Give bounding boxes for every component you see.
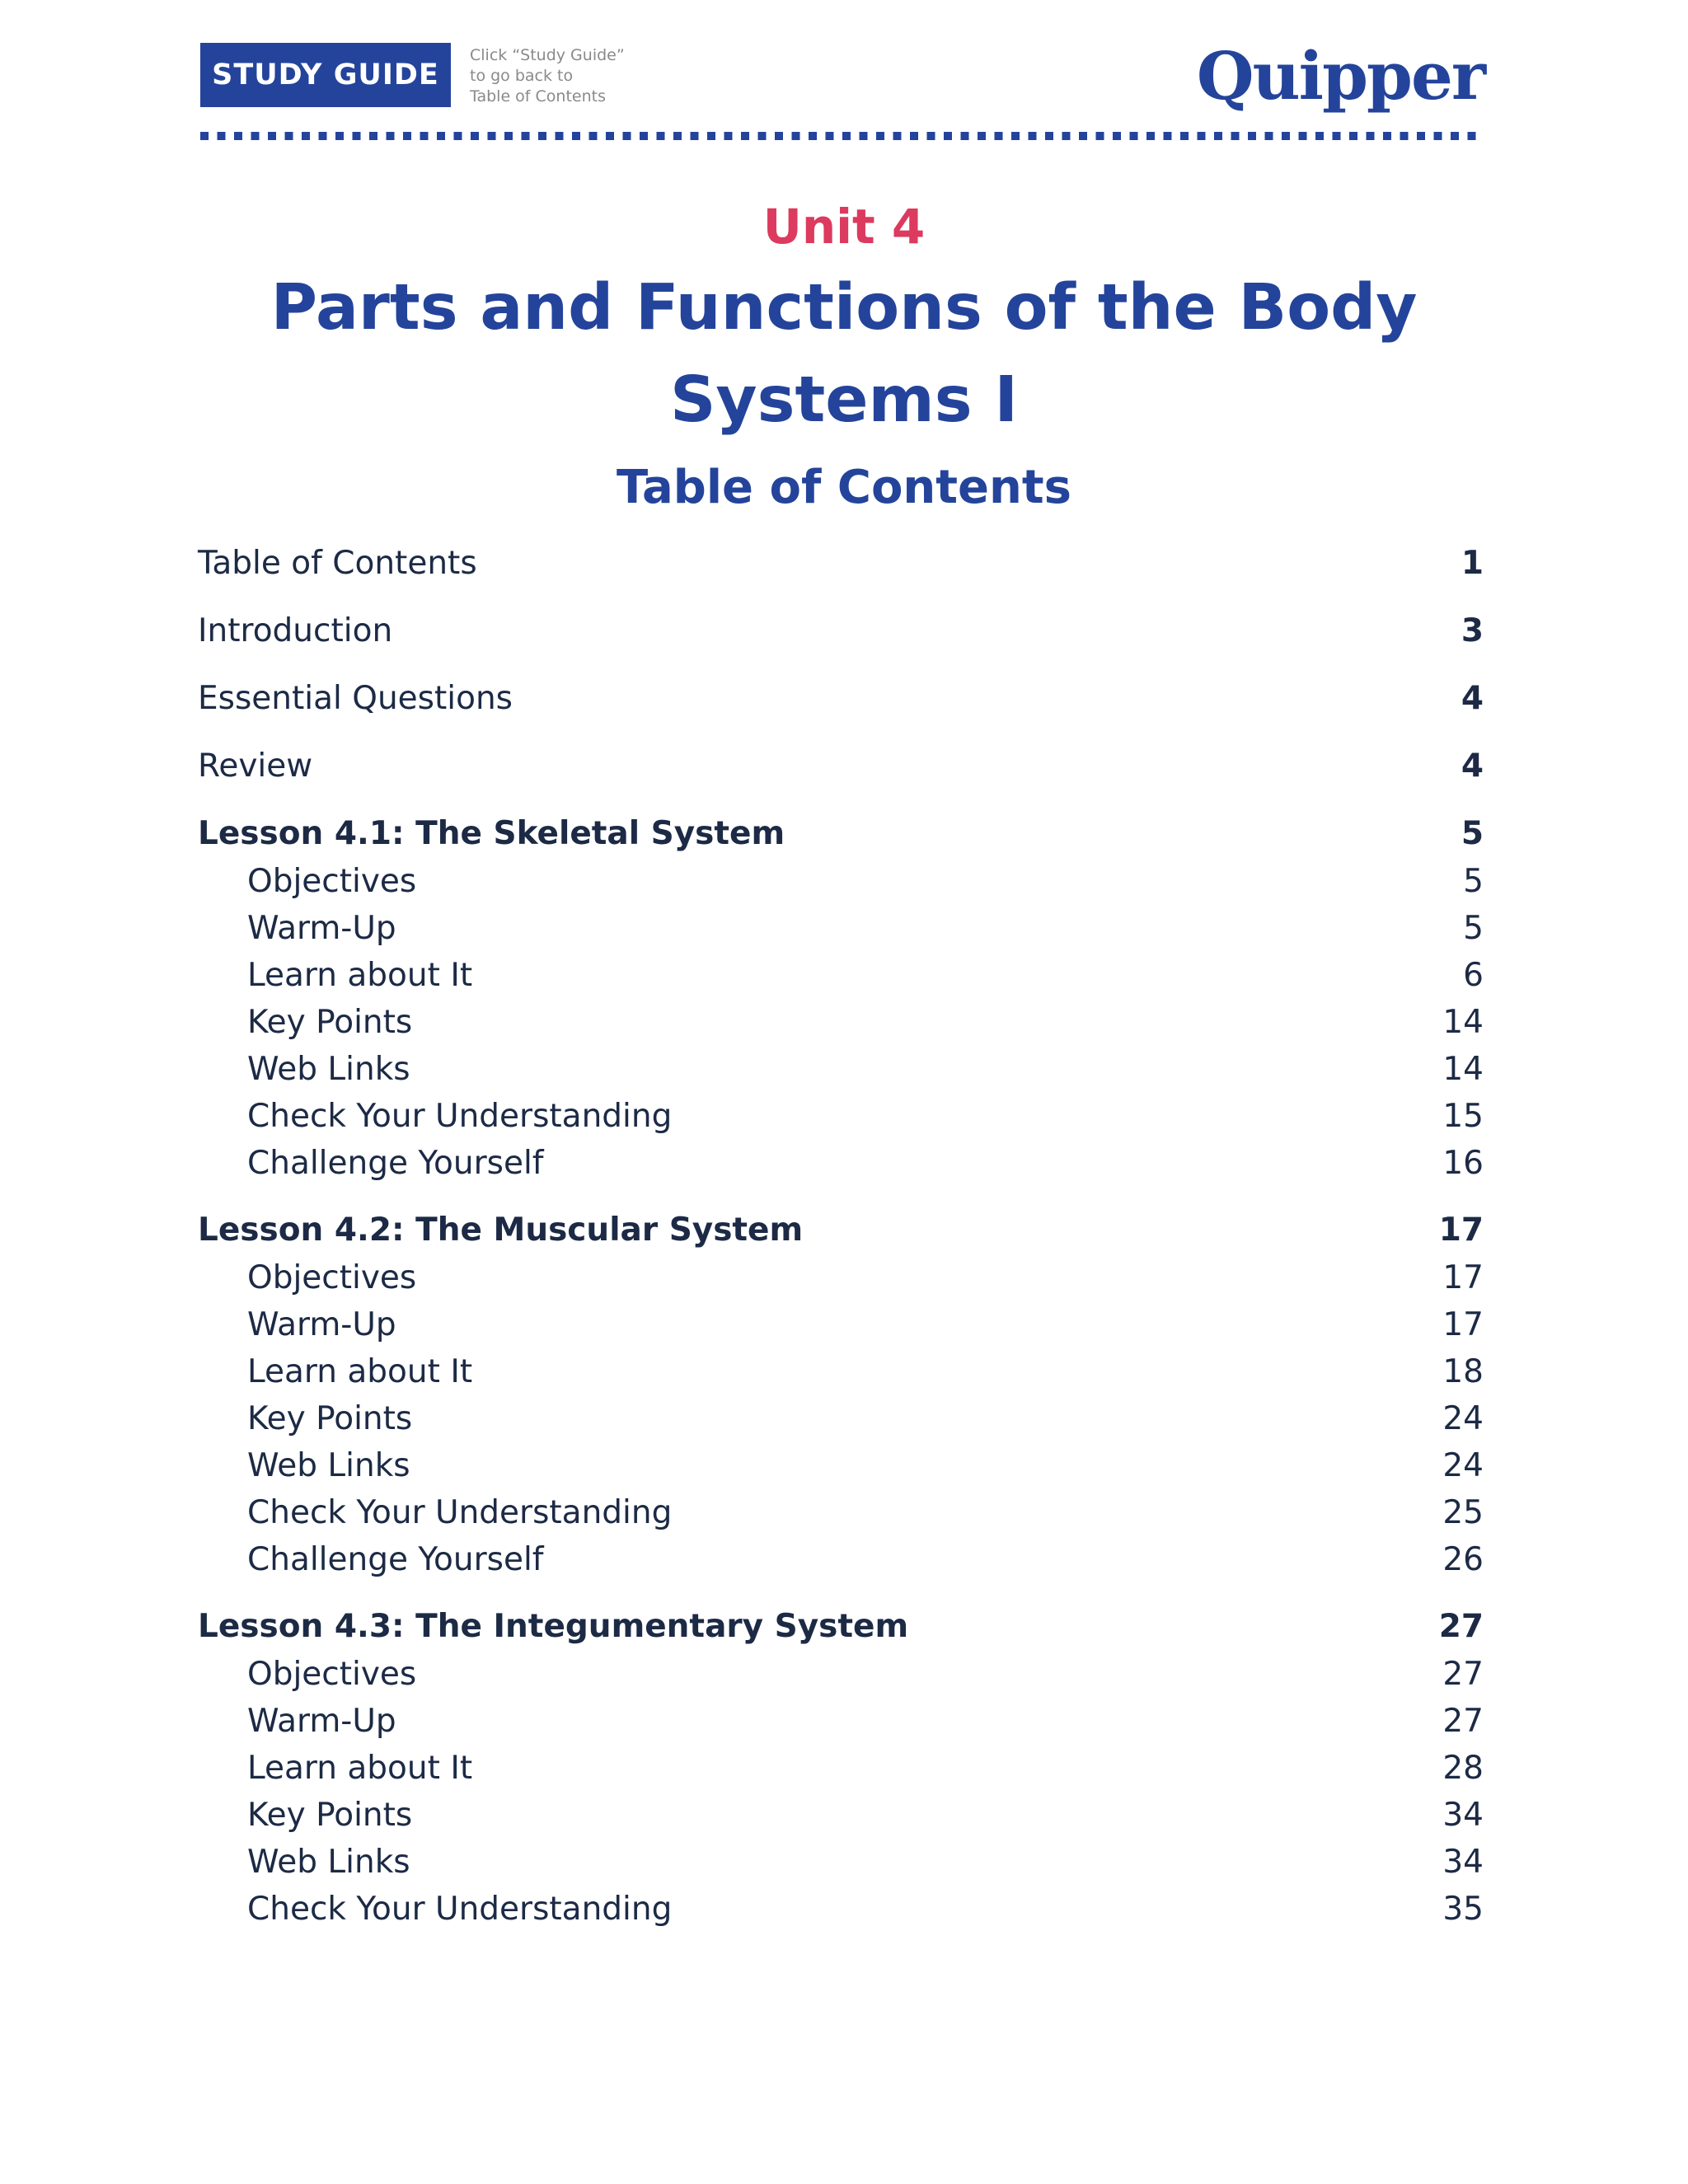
- hint-line: to go back to: [470, 67, 574, 85]
- toc-subentry-page: 18: [1442, 1352, 1484, 1390]
- toc-subentry-label: Objectives: [247, 1655, 417, 1693]
- toc-lesson-page: 27: [1438, 1607, 1484, 1645]
- toc-entry-review[interactable]: [198, 742, 1484, 790]
- toc-subentry[interactable]: [198, 998, 1484, 1046]
- toc-subentry[interactable]: [198, 1838, 1484, 1886]
- study-guide-hint: [470, 45, 684, 107]
- toc-subentry-page: 17: [1442, 1305, 1484, 1343]
- toc-entry-page: 3: [1461, 612, 1484, 649]
- toc-subentry[interactable]: [198, 1488, 1484, 1536]
- toc-entry-label: Table of Contents: [198, 544, 477, 582]
- toc-subentry-label: Learn about It: [247, 956, 473, 994]
- page-title: Parts and Functions of the Body Systems I: [270, 271, 1418, 437]
- toc-subentry-label: Web Links: [247, 1843, 410, 1881]
- toc-subentry[interactable]: [198, 1254, 1484, 1301]
- toc-subentry-label: Web Links: [247, 1050, 410, 1088]
- toc-lesson-page: 17: [1438, 1211, 1484, 1249]
- toc-subentry-label: Warm-Up: [247, 1702, 396, 1740]
- toc-subentry-label: Key Points: [247, 1003, 413, 1041]
- toc-entry-label: Essential Questions: [198, 679, 513, 717]
- toc-entry-introduction[interactable]: [198, 607, 1484, 654]
- toc-subentry-label: Warm-Up: [247, 909, 396, 947]
- toc-subentry-page: 26: [1442, 1540, 1484, 1578]
- study-guide-button[interactable]: STUDY GUIDE: [200, 43, 451, 107]
- toc-subentry[interactable]: [198, 1535, 1484, 1583]
- toc-subentry[interactable]: [198, 1697, 1484, 1745]
- toc-subentry[interactable]: [198, 857, 1484, 905]
- toc-entry-label: Introduction: [198, 612, 393, 649]
- toc-subentry-page: 28: [1442, 1749, 1484, 1787]
- toc-subentry-page: 27: [1442, 1655, 1484, 1693]
- hint-line: Click “Study Guide”: [470, 46, 625, 64]
- toc-subentry-page: 34: [1442, 1796, 1484, 1834]
- toc-lesson-4-1[interactable]: [198, 809, 1484, 857]
- toc-subentry-label: Learn about It: [247, 1749, 473, 1787]
- toc-subentry-page: 25: [1442, 1493, 1484, 1531]
- toc-subentry-label: Objectives: [247, 862, 417, 900]
- unit-label: Unit 4: [762, 199, 926, 255]
- toc-entry-page: 1: [1461, 544, 1484, 582]
- toc-subentry-page: 5: [1463, 862, 1484, 900]
- toc-subentry[interactable]: [198, 1045, 1484, 1093]
- hint-line: Table of Contents: [470, 87, 606, 105]
- toc-subentry-label: Check Your Understanding: [247, 1493, 673, 1531]
- toc-subentry-page: 24: [1442, 1399, 1484, 1437]
- toc-subentry[interactable]: [198, 1347, 1484, 1395]
- toc-subentry[interactable]: [198, 1301, 1484, 1348]
- toc-subentry[interactable]: [198, 1092, 1484, 1140]
- toc-entry-page: 4: [1461, 679, 1484, 717]
- toc-subentry[interactable]: [198, 1885, 1484, 1933]
- toc-heading: Table of Contents: [616, 461, 1071, 514]
- toc-subentry-label: Challenge Yourself: [247, 1144, 544, 1182]
- toc-subentry[interactable]: [198, 1394, 1484, 1442]
- toc-subentry[interactable]: [198, 951, 1484, 999]
- toc-subentry-page: 6: [1463, 956, 1484, 994]
- toc-subentry-label: Learn about It: [247, 1352, 473, 1390]
- dotted-divider: [200, 132, 1484, 140]
- toc-subentry-page: 27: [1442, 1702, 1484, 1740]
- toc-subentry-label: Warm-Up: [247, 1305, 396, 1343]
- toc-lesson-page: 5: [1461, 814, 1484, 852]
- toc-entry-label: Review: [198, 747, 313, 785]
- quipper-logo: Quipper: [1196, 37, 1484, 115]
- page-header: [200, 37, 1484, 115]
- toc-subentry-page: 14: [1442, 1003, 1484, 1041]
- toc-subentry-label: Objectives: [247, 1258, 417, 1296]
- toc-subentry[interactable]: [198, 904, 1484, 952]
- toc-lesson-label: Lesson 4.3: The Integumentary System: [198, 1607, 909, 1645]
- toc-entry-table-of-contents[interactable]: [198, 539, 1484, 587]
- toc-lesson-label: Lesson 4.1: The Skeletal System: [198, 814, 785, 852]
- toc-subentry-page: 5: [1463, 909, 1484, 947]
- toc-subentry-label: Key Points: [247, 1796, 413, 1834]
- toc-subentry-page: 16: [1442, 1144, 1484, 1182]
- toc-subentry[interactable]: [198, 1139, 1484, 1187]
- toc-subentry-label: Key Points: [247, 1399, 413, 1437]
- toc-subentry-label: Challenge Yourself: [247, 1540, 544, 1578]
- toc-subentry-page: 24: [1442, 1446, 1484, 1484]
- toc-subentry[interactable]: [198, 1650, 1484, 1698]
- toc-subentry-page: 35: [1442, 1890, 1484, 1928]
- toc-subentry-page: 15: [1442, 1097, 1484, 1135]
- toc-subentry-page: 34: [1442, 1843, 1484, 1881]
- toc-subentry-label: Check Your Understanding: [247, 1097, 673, 1135]
- toc-subentry-label: Check Your Understanding: [247, 1890, 673, 1928]
- toc-lesson-4-2[interactable]: [198, 1206, 1484, 1254]
- toc-entry-page: 4: [1461, 747, 1484, 785]
- toc-subentry-label: Web Links: [247, 1446, 410, 1484]
- toc-lesson-4-3[interactable]: [198, 1602, 1484, 1650]
- toc-subentry[interactable]: [198, 1791, 1484, 1839]
- toc-subentry[interactable]: [198, 1441, 1484, 1489]
- toc-lesson-label: Lesson 4.2: The Muscular System: [198, 1211, 804, 1249]
- toc-subentry[interactable]: [198, 1744, 1484, 1792]
- toc-subentry-page: 14: [1442, 1050, 1484, 1088]
- toc-entry-essential-questions[interactable]: [198, 674, 1484, 722]
- toc-subentry-page: 17: [1442, 1258, 1484, 1296]
